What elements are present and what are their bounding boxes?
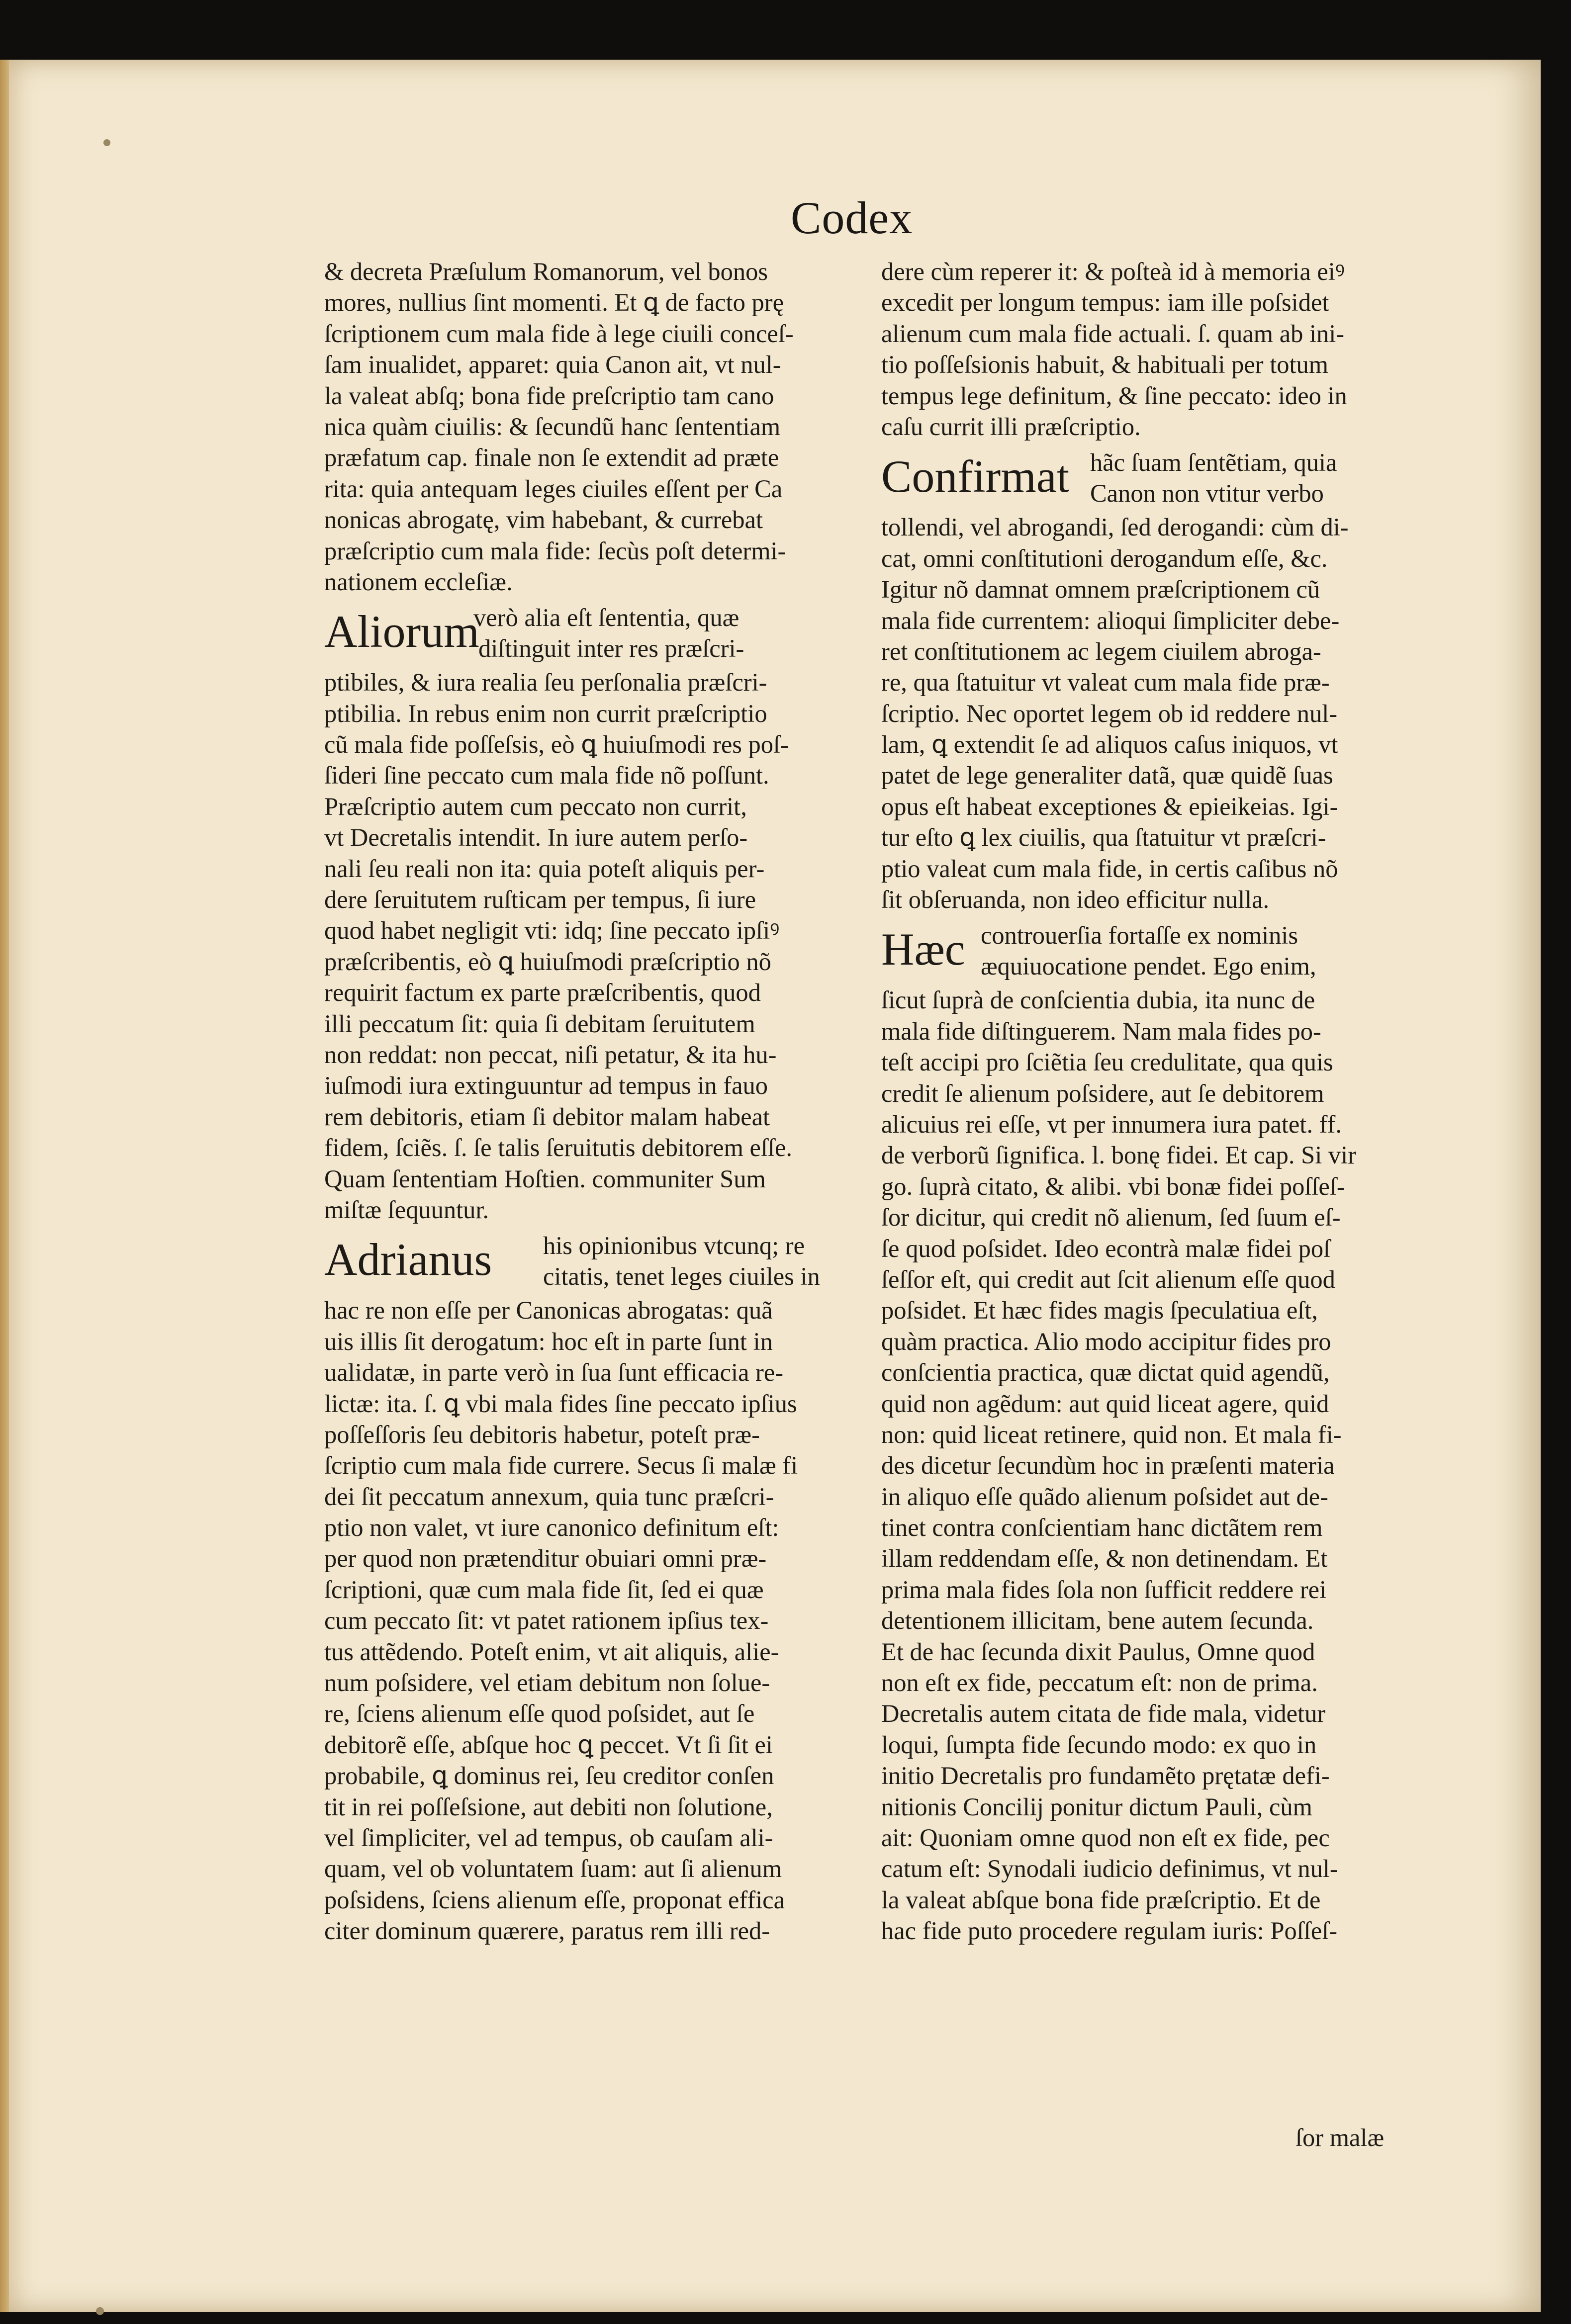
text-line: uis illis ſit derogatum: hoc eſt in parte ſunt in	[324, 1327, 773, 1355]
text-line: ptio valeat cum mala fide, in certis caſibus nõ	[881, 854, 1338, 883]
text-line: nitionis Concilij ponitur dictum Pauli, cùm	[881, 1792, 1312, 1821]
heading-line: his opinionibus vtcunq; re	[543, 1232, 805, 1260]
text-line: ſit obſeruanda, non ideo efficitur nulla.	[881, 886, 1270, 914]
text-line: ſcriptionem cum mala fide à lege ciuili conceſ-	[324, 319, 794, 348]
text-line: ſcriptio cum mala fide currere. Secus ſi malæ fi	[324, 1451, 798, 1480]
catchword: ſor malæ	[1295, 2124, 1385, 2151]
text-line: mores, nullius ſint momenti. Et ꝗ de facto prę	[324, 288, 784, 317]
text-line: ſor dicitur, qui credit nõ alienum, ſed ſuum eſ-	[881, 1203, 1341, 1232]
text-line: poſsidens, ſciens alienum eſſe, proponat effica	[324, 1885, 785, 1914]
text-line: tollendi, vel abrogandi, ſed derogandi: cùm di-	[881, 513, 1349, 541]
text-line: Præſcriptio autem cum peccato non currit,	[324, 792, 747, 820]
text-line: cat, omni conſtitutioni derogandum eſſe, &c.	[881, 544, 1328, 572]
text-line: hac re non eſſe per Canonicas abrogatas: quã	[324, 1296, 773, 1325]
text-line: nica quàm ciuilis: & ſecundũ hanc ſententiam	[324, 412, 781, 441]
text-line: num poſsidere, vel etiam debitum non ſolue-	[324, 1669, 770, 1697]
text-line: alicuius rei eſſe, vt per innumera iura patet. ff.	[881, 1110, 1342, 1138]
section-heading	[881, 447, 1408, 512]
paragraph	[324, 1295, 841, 1946]
text-line: nali ſeu reali non ita: quia poteſt aliquis per-	[324, 854, 765, 883]
text-line: nationem eccleſiæ.	[324, 567, 513, 596]
left-column	[324, 256, 841, 1947]
text-line: des dicetur ſecundùm hoc in præſenti materia	[881, 1451, 1335, 1480]
paragraph	[881, 984, 1408, 1946]
text-line: ptio non valet, vt iure canonico definitum eſt:	[324, 1514, 779, 1542]
text-line: ait: Quoniam omne quod non eſt ex fide, pec	[881, 1823, 1330, 1852]
text-line: debitorẽ eſſe, abſque hoc ꝗ peccet. Vt ſi ſit ei	[324, 1730, 773, 1759]
text-line: la valeat abſq; bona fide preſcriptio tam cano	[324, 381, 774, 410]
text-line: re, ſciens alienum eſſe quod poſsidet, aut ſe	[324, 1699, 755, 1728]
ink-spot	[103, 139, 110, 146]
text-line: go. ſuprà citato, & alibi. vbi bonæ fidei poſſeſ-	[881, 1172, 1345, 1200]
paragraph	[324, 667, 841, 1225]
text-line: credit ſe alienum poſsidere, aut ſe debitorem	[881, 1079, 1324, 1107]
heading-word: Hæc	[881, 924, 965, 975]
text-line: ſicut ſuprà de conſcientia dubia, ita nunc de	[881, 986, 1315, 1014]
heading-line: diſtinguit inter res præſcri-	[478, 634, 744, 663]
right-column	[881, 256, 1408, 1947]
text-line: prima mala fides ſola non ſufficit reddere rei	[881, 1575, 1327, 1604]
text-line: Et de hac ſecunda dixit Paulus, Omne quod	[881, 1637, 1315, 1666]
text-line: lictæ: ita. ſ. ꝗ vbi mala fides ſine peccato ipſius	[324, 1389, 797, 1418]
text-line: illi peccatum ſit: quia ſi debitam ſeruitutem	[324, 1009, 755, 1038]
text-line: dei ſit peccatum annexum, quia tunc præſcri-	[324, 1482, 774, 1511]
text-line: iuſmodi iura extinguuntur ad tempus in fauo	[324, 1072, 768, 1100]
text-line: quam, vel ob voluntatem ſuam: aut ſi alienum	[324, 1855, 782, 1883]
text-line: detentionem illicitam, bene autem ſecunda.	[881, 1607, 1314, 1635]
text-line: Igitur nõ damnat omnem præſcriptionem cũ	[881, 575, 1320, 604]
text-line: teſt accipi pro ſciẽtia ſeu credulitate, qua quis	[881, 1048, 1333, 1076]
text-line: ſe quod poſsidet. Ideo econtrà malæ fidei poſ	[881, 1234, 1331, 1262]
text-line: de verborũ ſignifica. l. bonę fidei. Et cap. Si vir	[881, 1141, 1357, 1169]
text-line: dere cùm reperer it: & poſteà id à memoria eiꝰ	[881, 258, 1345, 285]
text-line: excedit per longum tempus: iam ille poſsidet	[881, 288, 1329, 317]
heading-line: Canon non vtitur verbo	[1090, 479, 1324, 508]
text-line: opus eſt habeat exceptiones & epieikeias. Igi-	[881, 792, 1338, 820]
heading-line: controuerſia fortaſſe ex nominis	[981, 921, 1298, 950]
text-line: non reddat: non peccat, niſi petatur, & ita hu-	[324, 1040, 777, 1069]
heading-word: Aliorum	[324, 606, 479, 657]
text-line: ptibiles, & iura realia ſeu perſonalia præſcri-	[324, 668, 767, 697]
text-line: patet de lege generaliter datã, quæ quidẽ ſuas	[881, 761, 1333, 790]
text-line: rem debitoris, etiam ſi debitor malam habeat	[324, 1102, 770, 1131]
section-heading	[324, 602, 841, 667]
text-line: fidem, ſciẽs. ſ. ſe talis ſeruitutis debitorem eſſe.	[324, 1134, 793, 1162]
text-line: la valeat abſque bona fide præſcriptio. Et de	[881, 1885, 1321, 1914]
text-line: tur eſto ꝗ lex ciuilis, qua ſtatuitur vt præſcri-	[881, 823, 1326, 852]
text-line: tio poſſeſsionis habuit, & habituali per totum	[881, 351, 1329, 379]
text-line: præſcribentis, eò ꝗ huiuſmodi præſcriptio nõ	[324, 947, 771, 976]
text-line: tus attẽdendo. Poteſt enim, vt ait aliquis, alie-	[324, 1637, 779, 1666]
heading-line: hãc ſuam ſentẽtiam, quia	[1090, 448, 1337, 477]
ink-spot	[96, 2307, 104, 2315]
text-line: dere ſeruitutem ruſticam per tempus, ſi iure	[324, 886, 756, 914]
section-heading	[881, 920, 1408, 984]
text-line: requirit factum ex parte præſcribentis, quod	[324, 979, 761, 1007]
text-line: Decretalis autem citata de fide mala, videtur	[881, 1699, 1326, 1728]
text-line: præſcriptio cum mala fide: ſecùs poſt determi-	[324, 536, 786, 565]
heading-line: verò alia eſt ſententia, quæ	[473, 604, 739, 632]
text-line: rita: quia antequam leges ciuiles eſſent per Ca	[324, 474, 783, 503]
text-line: cũ mala fide poſſeſsis, eò ꝗ huiuſmodi res poſ-	[324, 730, 789, 759]
section-heading	[324, 1230, 841, 1295]
text-line: poſsidet. Et hæc fides magis ſpeculatiua eſt,	[881, 1296, 1318, 1325]
text-line: ſam inualidet, apparet: quia Canon ait, vt nul-	[324, 351, 781, 379]
text-line: ptibilia. In rebus enim non currit præſcriptio	[324, 699, 767, 727]
heading-word: Confirmat	[881, 451, 1070, 502]
running-head: Codex	[791, 192, 913, 243]
text-line: mala fide currentem: alioqui ſimpliciter debe-	[881, 606, 1340, 634]
text-line: loqui, ſumpta fide ſecundo modo: ex quo in	[881, 1730, 1317, 1759]
heading-line: æquiuocatione pendet. Ego enim,	[981, 952, 1316, 981]
text-line: ualidatæ, in parte verò in ſua ſunt efficacia re-	[324, 1358, 784, 1387]
text-line: quid non agẽdum: aut quid liceat agere, quid	[881, 1389, 1329, 1418]
text-line: initio Decretalis pro fundamẽto prętatæ defi-	[881, 1762, 1330, 1790]
text-line: ſcriptio. Nec oportet legem ob id reddere nul-	[881, 699, 1338, 727]
text-line: alienum cum mala fide actuali. ſ. quam ab ini-	[881, 319, 1345, 348]
paragraph	[324, 256, 841, 597]
heading-word: Adrianus	[324, 1234, 492, 1285]
paragraph	[881, 512, 1408, 915]
text-line: tinet contra conſcientiam hanc dictãtem rem	[881, 1514, 1323, 1542]
text-line: re, qua ſtatuitur vt valeat cum mala fide præ-	[881, 668, 1330, 697]
text-line: non: quid liceat retinere, quid non. Et mala fi-	[881, 1420, 1342, 1448]
text-line: tempus lege definitum, & ſine peccato: ideo in	[881, 381, 1347, 410]
paragraph	[881, 256, 1408, 442]
text-line: non eſt ex fide, peccatum eſt: non de prima.	[881, 1669, 1318, 1697]
text-line: caſu currit illi præſcriptio.	[881, 412, 1141, 441]
text-line: ſideri ſine peccato cum mala fide nõ poſſunt.	[324, 761, 769, 790]
text-line: in aliquo eſſe quãdo alienum poſsidet aut de-	[881, 1482, 1328, 1511]
text-line: mala fide diſtinguerem. Nam mala fides po-	[881, 1017, 1321, 1045]
text-line: ſcriptioni, quæ cum mala fide ſit, ſed ei quæ	[324, 1575, 764, 1604]
text-line: citer dominum quærere, paratus rem illi red-	[324, 1917, 770, 1945]
text-line: tit in rei poſſeſsione, aut debiti non ſolutione,	[324, 1792, 773, 1821]
text-line: & decreta Præſulum Romanorum, vel bonos	[324, 258, 768, 285]
text-line: Quam ſententiam Hoſtien. communiter Sum	[324, 1164, 766, 1193]
text-line: nonicas abrogatę, vim habebant, & currebat	[324, 506, 763, 534]
text-line: præfatum cap. finale non ſe extendit ad præte	[324, 444, 779, 472]
text-line: cum peccato ſit: vt patet rationem ipſius tex-	[324, 1607, 769, 1635]
text-line: ſeſſor eſt, qui credit aut ſcit alienum eſſe quod	[881, 1265, 1335, 1293]
text-line: per quod non prætenditur obuiari omni præ-	[324, 1544, 767, 1573]
text-line: vel ſimpliciter, vel ad tempus, ob cauſam ali-	[324, 1823, 773, 1852]
text-line: illam reddendam eſſe, & non detinendam. Et	[881, 1544, 1328, 1573]
text-line: probabile, ꝗ dominus rei, ſeu creditor conſen	[324, 1762, 774, 1790]
text-line: quod habet negligit vti: idq; ſine peccato ipſiꝰ	[324, 916, 780, 945]
heading-line: citatis, tenet leges ciuiles in	[543, 1262, 820, 1291]
text-line: lam, ꝗ extendit ſe ad aliquos caſus iniquos, vt	[881, 730, 1338, 759]
text-line: quàm practica. Alio modo accipitur fides pro	[881, 1327, 1331, 1355]
text-line: miſtæ ſequuntur.	[324, 1195, 489, 1224]
text-line: catum eſt: Synodali iudicio definimus, vt nul-	[881, 1855, 1338, 1883]
text-line: vt Decretalis intendit. In iure autem perſo-	[324, 823, 748, 852]
text-line: poſſeſſoris ſeu debitoris habetur, poteſt præ-	[324, 1420, 760, 1448]
text-line: hac fide puto procedere regulam iuris: Poſſeſ-	[881, 1917, 1338, 1945]
text-line: ret conſtitutionem ac legem ciuilem abroga-	[881, 637, 1321, 665]
text-line: conſcientia practica, quæ dictat quid agendũ,	[881, 1358, 1330, 1387]
